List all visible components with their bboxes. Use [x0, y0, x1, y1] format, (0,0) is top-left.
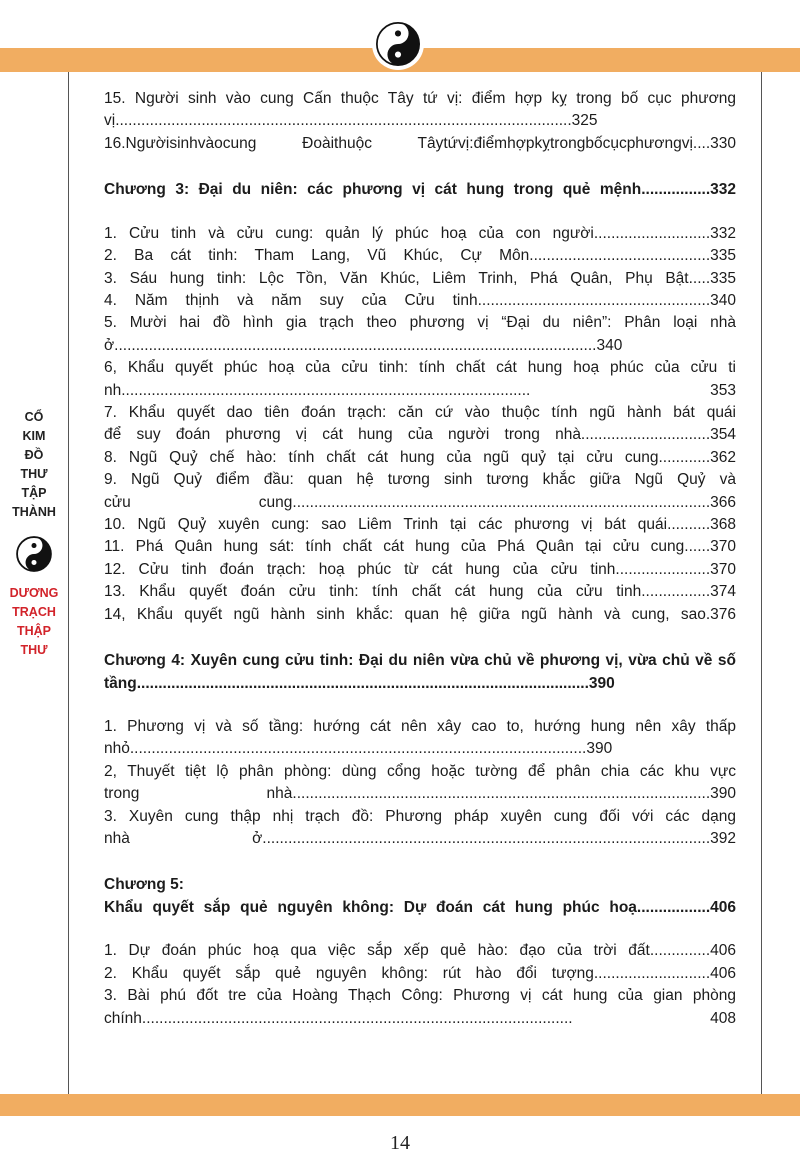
toc-entry: 14, Khẩu quyết ngũ hành sinh khắc: quan hệ giữa ngũ hành và cung, sao.376 — [104, 605, 736, 623]
toc-entry: nh............................................................................................... 353 — [104, 381, 736, 399]
toc-entry: 3. Bài phú đốt tre của Hoàng Thạch Công: Phương vị cát hung của gian phòng — [104, 987, 736, 1005]
yin-yang-icon — [372, 18, 424, 70]
toc-entry: 3. Sáu hung tinh: Lộc Tồn, Văn Khúc, Liêm Trinh, Phá Quân, Phụ Bật.....335 — [104, 269, 736, 287]
toc-entry: 13. Khẩu quyết đoán cửu tinh: tính chất cát hung của cửu tinh................374 — [104, 583, 736, 601]
yin-yang-icon — [16, 536, 52, 572]
toc-entry: nhỏ..........................................................................................................390 — [104, 740, 613, 758]
series-title: CỔ KIM ĐỒ THƯ TẬP THÀNH — [12, 410, 56, 519]
toc-entry: 16.Ngườisinhvàocung Đoàithuộc Tâytứvị:điểmhợpkỵtrongbốcụcphươngvị....330 — [104, 134, 736, 152]
toc-entry: 2. Ba cát tinh: Tham Lang, Vũ Khúc, Cự Môn..........................................335 — [104, 247, 736, 265]
toc-entry: để suy đoán phương vị cát hung của người trong nhà..............................354 — [104, 426, 736, 444]
toc-entry: 1. Phương vị và số tầng: hướng cát nên xây cao to, hướng hung nên xây thấp — [104, 718, 736, 736]
toc-entry: 4. Năm thịnh và năm suy của Cửu tinh......................................................340 — [104, 291, 736, 309]
toc-entry: nhà ở........................................................................................................392 — [104, 830, 736, 848]
toc-entry: 10. Ngũ Quỷ xuyên cung: sao Liêm Trinh tại các phương vị bát quái..........368 — [104, 516, 736, 533]
toc-entry: 3. Xuyên cung thập nhị trạch đồ: Phương pháp xuyên cung đối với các dạng — [104, 807, 736, 825]
chapter-heading: Khẩu quyết sắp quẻ nguyên không: Dự đoán cát hung phúc hoạ.................406 — [104, 898, 736, 916]
toc-entry: trong nhà.................................................................................................390 — [104, 785, 736, 803]
toc-entry: 5. Mười hai đồ hình gia trạch theo phương vị “Đại du niên”: Phân loại nhà — [104, 314, 736, 332]
table-of-contents — [104, 88, 736, 1030]
toc-entry: 6, Khẩu quyết phúc hoạ của cửu tinh: tính chất cát hung hoạ phúc của cửu ti — [104, 359, 736, 377]
toc-entry: vị..........................................................................................................325 — [104, 112, 598, 130]
page-number: 14 — [390, 1132, 410, 1154]
bottom-decorative-band — [0, 1094, 800, 1116]
toc-entry: 9. Ngũ Quỷ điểm đầu: quan hệ tương sinh tương khắc giữa Ngũ Quỷ và — [104, 471, 736, 489]
toc-entry: 11. Phá Quân hung sát: tính chất cát hung của Phá Quân tại cửu cung......370 — [104, 538, 736, 556]
sidebar — [0, 408, 68, 660]
toc-entry: 1. Dự đoán phúc hoạ qua việc sắp xếp quẻ hào: đạo của trời đất..............406 — [104, 942, 736, 960]
toc-entry: 15. Người sinh vào cung Cấn thuộc Tây tứ vị: điểm hợp kỵ trong bố cục phương — [104, 90, 736, 107]
toc-entry: 1. Cửu tinh và cửu cung: quản lý phúc hoạ của con người...........................332 — [104, 224, 736, 242]
chapter-heading: Chương 4: Xuyên cung cửu tinh: Đại du niên vừa chủ về phương vị, vừa chủ về số — [104, 652, 736, 670]
toc-entry: 8. Ngũ Quỷ chế hào: tính chất cát hung của ngũ quỷ tại cửu cung............362 — [104, 448, 736, 466]
chapter-heading: tầng.........................................................................................................390 — [104, 674, 615, 692]
toc-entry: cửu cung.................................................................................................366 — [104, 493, 736, 511]
toc-entry: chính.................................................................................................... 408 — [104, 1009, 736, 1027]
toc-entry: ở................................................................................................................340 — [104, 336, 623, 354]
chapter-label: Chương 5: — [104, 876, 184, 894]
toc-entry: 7. Khẩu quyết dao tiên đoán trạch: căn cứ vào thuộc tính ngũ hành bát quái — [104, 403, 736, 421]
toc-entry: 2, Thuyết tiệt lộ phân phòng: dùng cổng hoặc tường để phân chia các khu vực — [104, 762, 736, 780]
toc-entry: 12. Cửu tinh đoán trạch: hoạ phúc từ cát hung của cửu tinh......................370 — [104, 560, 736, 578]
book-title: DƯƠNG TRẠCH THẬP THƯ — [9, 586, 59, 657]
chapter-heading: Chương 3: Đại du niên: các phương vị cát hung trong quẻ mệnh................332 — [104, 181, 736, 199]
toc-entry: 2. Khẩu quyết sắp quẻ nguyên không: rút hào đổi tượng...........................406 — [104, 964, 736, 982]
